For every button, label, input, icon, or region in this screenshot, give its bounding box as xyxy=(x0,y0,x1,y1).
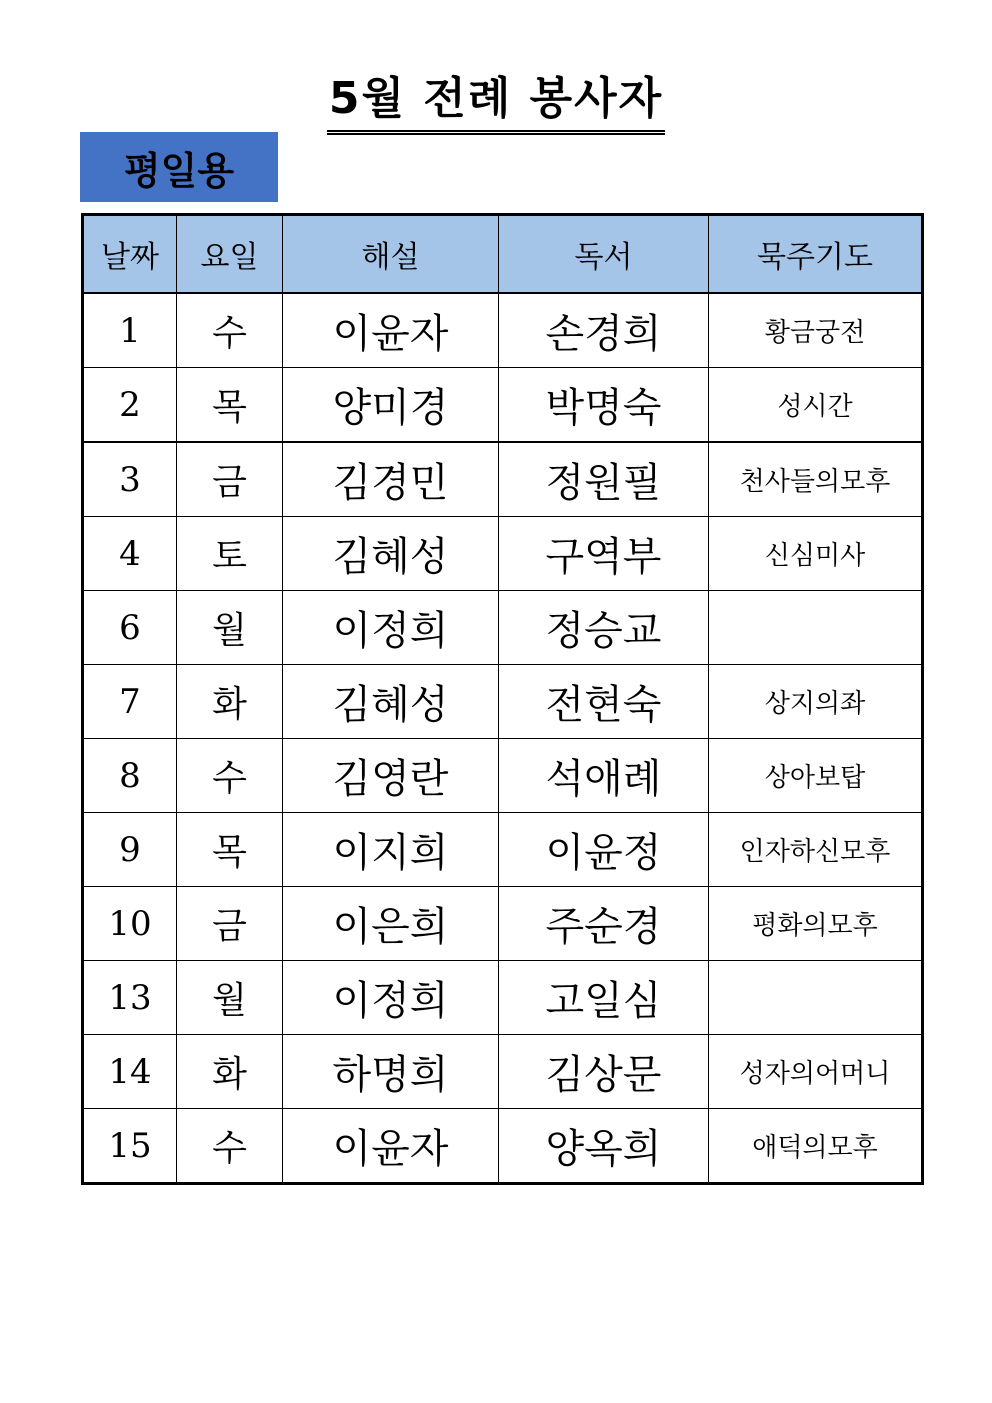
reader-cell: 고일심 xyxy=(499,961,709,1035)
date-cell: 2 xyxy=(83,368,177,443)
header-commentator: 해설 xyxy=(283,215,499,294)
day-cell: 금 xyxy=(177,442,283,517)
header-rosary: 묵주기도 xyxy=(709,215,923,294)
reader-cell: 정원필 xyxy=(499,442,709,517)
header-day: 요일 xyxy=(177,215,283,294)
header-date: 날짜 xyxy=(83,215,177,294)
rosary-cell: 평화의모후 xyxy=(709,887,923,961)
commentator-cell: 하명희 xyxy=(283,1035,499,1109)
commentator-cell: 양미경 xyxy=(283,368,499,443)
commentator-cell: 이정희 xyxy=(283,961,499,1035)
date-cell: 1 xyxy=(83,293,177,368)
commentator-cell: 김영란 xyxy=(283,739,499,813)
date-cell: 7 xyxy=(83,665,177,739)
reader-cell: 손경희 xyxy=(499,293,709,368)
reader-cell: 양옥희 xyxy=(499,1109,709,1184)
commentator-cell: 김경민 xyxy=(283,442,499,517)
rosary-cell: 인자하신모후 xyxy=(709,813,923,887)
date-cell: 8 xyxy=(83,739,177,813)
rosary-cell: 황금궁전 xyxy=(709,293,923,368)
date-cell: 3 xyxy=(83,442,177,517)
table-row xyxy=(83,368,923,443)
day-cell: 수 xyxy=(177,739,283,813)
table-row xyxy=(83,591,923,665)
rosary-cell: 애덕의모후 xyxy=(709,1109,923,1184)
page-title: 5월 전례 봉사자 xyxy=(327,70,665,135)
table-row xyxy=(83,961,923,1035)
rosary-cell: 성시간 xyxy=(709,368,923,443)
date-cell: 13 xyxy=(83,961,177,1035)
table-row xyxy=(83,1035,923,1109)
section-label: 평일용 xyxy=(80,132,278,202)
reader-cell: 석애례 xyxy=(499,739,709,813)
day-cell: 월 xyxy=(177,591,283,665)
reader-cell: 주순경 xyxy=(499,887,709,961)
page-title-wrap xyxy=(0,70,992,135)
table-row xyxy=(83,293,923,368)
table-body xyxy=(83,293,923,1184)
reader-cell: 전현숙 xyxy=(499,665,709,739)
rosary-cell: 신심미사 xyxy=(709,517,923,591)
table-row xyxy=(83,442,923,517)
day-cell: 토 xyxy=(177,517,283,591)
table-row xyxy=(83,813,923,887)
rosary-cell xyxy=(709,591,923,665)
date-cell: 6 xyxy=(83,591,177,665)
day-cell: 목 xyxy=(177,368,283,443)
commentator-cell: 김혜성 xyxy=(283,665,499,739)
day-cell: 화 xyxy=(177,665,283,739)
day-cell: 월 xyxy=(177,961,283,1035)
rosary-cell: 천사들의모후 xyxy=(709,442,923,517)
table-row xyxy=(83,517,923,591)
reader-cell: 박명숙 xyxy=(499,368,709,443)
commentator-cell: 이지희 xyxy=(283,813,499,887)
table-row xyxy=(83,1109,923,1184)
commentator-cell: 이은희 xyxy=(283,887,499,961)
rosary-cell: 성자의어머니 xyxy=(709,1035,923,1109)
rosary-cell: 상지의좌 xyxy=(709,665,923,739)
table-header xyxy=(83,215,923,294)
day-cell: 목 xyxy=(177,813,283,887)
reader-cell: 구역부 xyxy=(499,517,709,591)
rosary-cell xyxy=(709,961,923,1035)
reader-cell: 정승교 xyxy=(499,591,709,665)
date-cell: 4 xyxy=(83,517,177,591)
reader-cell: 김상문 xyxy=(499,1035,709,1109)
commentator-cell: 이윤자 xyxy=(283,293,499,368)
day-cell: 화 xyxy=(177,1035,283,1109)
date-cell: 10 xyxy=(83,887,177,961)
day-cell: 금 xyxy=(177,887,283,961)
day-cell: 수 xyxy=(177,1109,283,1184)
reader-cell: 이윤정 xyxy=(499,813,709,887)
day-cell: 수 xyxy=(177,293,283,368)
commentator-cell: 김혜성 xyxy=(283,517,499,591)
commentator-cell: 이정희 xyxy=(283,591,499,665)
date-cell: 14 xyxy=(83,1035,177,1109)
date-cell: 15 xyxy=(83,1109,177,1184)
date-cell: 9 xyxy=(83,813,177,887)
header-row xyxy=(83,215,923,294)
rosary-cell: 상아보탑 xyxy=(709,739,923,813)
volunteer-table xyxy=(81,213,924,1185)
table-row xyxy=(83,739,923,813)
commentator-cell: 이윤자 xyxy=(283,1109,499,1184)
header-reader: 독서 xyxy=(499,215,709,294)
table-row xyxy=(83,665,923,739)
table-row xyxy=(83,887,923,961)
